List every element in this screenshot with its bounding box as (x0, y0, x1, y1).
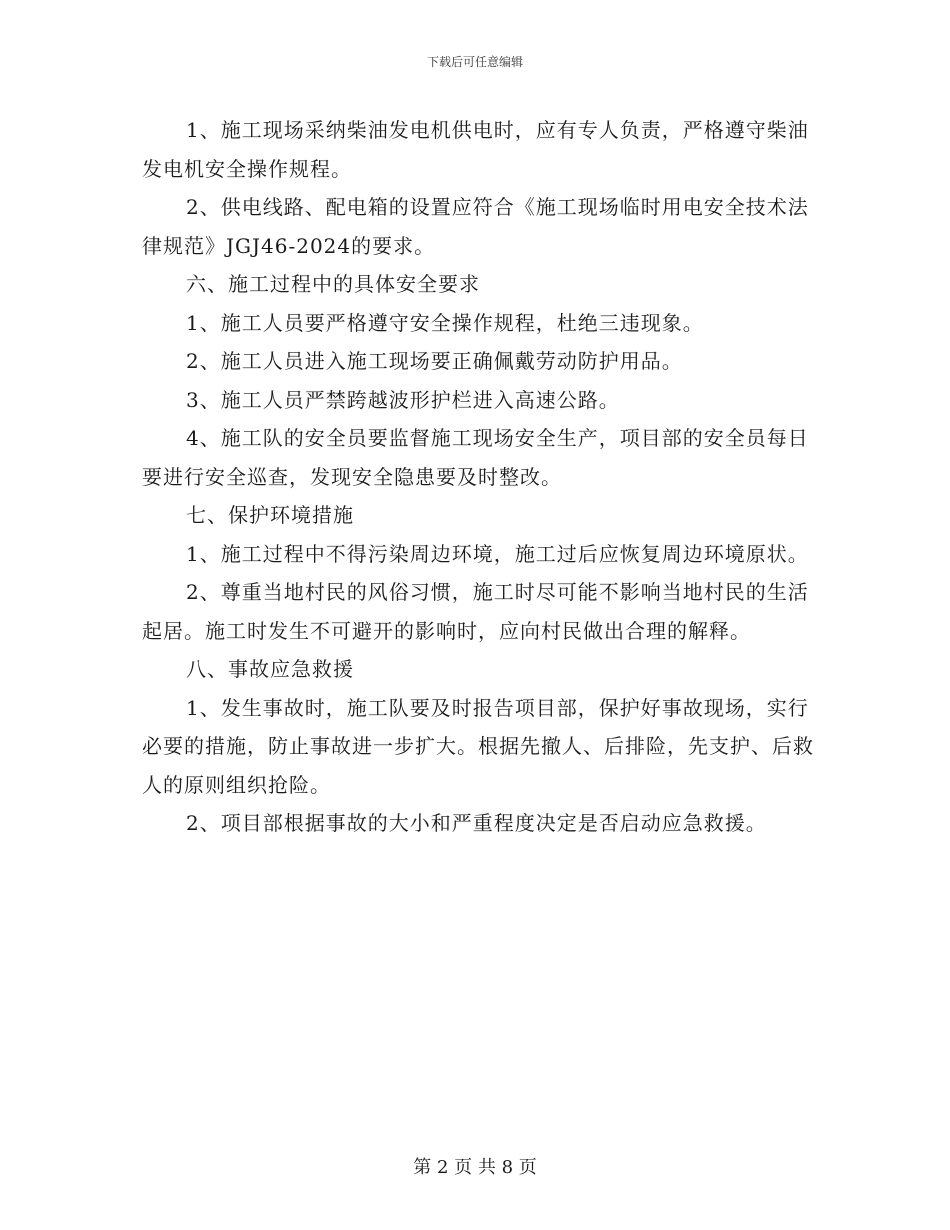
page-number: 第 2 页 共 8 页 (413, 1157, 537, 1178)
paragraph-pollution: 1、施工过程中不得污染周边环境，施工过后应恢复周边环境原状。 (186, 541, 809, 566)
document-body (142, 111, 822, 843)
paragraph-local-customs: 2、尊重当地村民的风俗习惯，施工时尽可能不影响当地村民的生活起居。施工时发生不可避开的影响时，应向村民做出合理的解释。 (142, 580, 809, 643)
paragraph-accident-report: 1、发生事故时，施工队要及时报告项目部，保护好事故现场，实行必要的措施，防止事故进一步扩大。根据先撤人、后排险，先支护、后救人的原则组织抢险。 (142, 695, 814, 797)
paragraph-operating-rules: 1、施工人员要严格遵守安全操作规程，杜绝三违现象。 (186, 310, 704, 335)
paragraph-diesel-generator: 1、施工现场采纳柴油发电机供电时，应有专人负责，严格遵守柴油发电机安全操作规程。 (142, 118, 809, 181)
section-heading-environment: 七、保护环境措施 (186, 503, 354, 527)
paragraph-guardrail: 3、施工人员严禁跨越波形护栏进入高速公路。 (186, 387, 620, 412)
paragraph-power-lines: 2、供电线路、配电箱的设置应符合《施工现场临时用电安全技术法律规范》JGJ46-2024的要求。 (142, 195, 809, 258)
page-header: 下载后可任意编辑 (426, 55, 523, 69)
paragraph-emergency-decision: 2、项目部根据事故的大小和严重程度决定是否启动应急救援。 (186, 811, 767, 835)
paragraph-safety-officer: 4、施工队的安全员要监督施工现场安全生产，项目部的安全员每日要进行安全巡查，发现安全隐患要及时整改。 (142, 426, 809, 489)
paragraph-protective-equipment: 2、施工人员进入施工现场要正确佩戴劳动防护用品。 (186, 349, 683, 373)
section-heading-emergency-rescue: 八、事故应急救援 (186, 657, 354, 681)
section-heading-safety-requirements: 六、施工过程中的具体安全要求 (186, 272, 480, 296)
